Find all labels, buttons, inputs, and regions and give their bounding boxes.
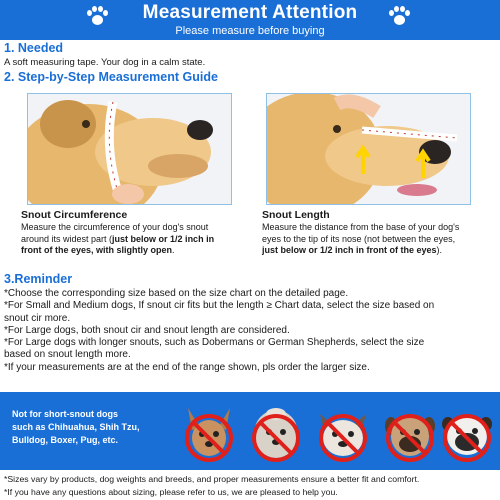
snout-circumference-text (21, 222, 246, 257)
chihuahua-prohibited-icon (178, 400, 240, 464)
paw-print-icon (388, 6, 410, 28)
reminder-line: *For Large dogs with longer snouts, such as Dobermans or German Shepherds, select the size (4, 337, 425, 349)
header-banner (0, 0, 500, 40)
needed-text: A soft measuring tape. Your dog in a calm state. (4, 57, 206, 68)
short-snout-warning (0, 392, 500, 470)
caption-emphasis: just below or 1/2 inch in front of the eyes (262, 245, 437, 255)
reminder-line: based on snout length more. (4, 349, 131, 361)
boxer-prohibited-icon (379, 400, 441, 464)
footer-note-sizes: *Sizes vary by products, dog weights and breeds, and proper measurements ensure a better fit and comfort. (4, 474, 420, 484)
warning-line: Not for short-snout dogs (12, 409, 118, 419)
reminder-heading: 3.Reminder (4, 272, 73, 286)
guide-heading: 2. Step-by-Step Measurement Guide (4, 70, 218, 84)
bulldog-prohibited-icon (312, 400, 374, 464)
caption-emphasis: front of the eyes, with slightly open (21, 245, 173, 255)
warning-line: such as Chihuahua, Shih Tzu, (12, 422, 140, 432)
snout-length-text (262, 222, 487, 257)
warning-line: Bulldog, Boxer, Pug, etc. (12, 435, 119, 445)
snout-length-title: Snout Length (262, 209, 330, 221)
caption-line: ). (436, 245, 443, 255)
footer-note-contact: *If you have any questions about sizing, please refer to us, we are pleased to help you. (4, 487, 338, 497)
caption-line: Measure the distance from the base of your dog's (262, 222, 460, 232)
reminder-line: *Choose the corresponding size based on the size chart on the detailed page. (4, 288, 349, 299)
reminder-line: *For Small and Medium dogs, If snout cir fits but the length ≥ Chart data, select the size based on (4, 300, 435, 312)
reminder-line: *If your measurements are at the end of the range shown, pls order the larger size. (4, 361, 370, 373)
caption-line: . (172, 245, 175, 255)
caption-line: eyes to the tip of its nose (not between the eyes, (262, 233, 456, 244)
snout-circumference-photo (27, 93, 232, 205)
caption-line: Measure the circumference of your dog's snout (21, 222, 209, 232)
reminder-list (4, 288, 496, 374)
page-subtitle: Please measure before buying (175, 25, 325, 37)
reminder-line: *For Large dogs, both snout cir and snout length are considered. (4, 324, 290, 336)
reminder-line: snout cir more. (4, 312, 71, 324)
shih-tzu-prohibited-icon (245, 400, 307, 464)
caption-emphasis: just below or 1/2 inch in (112, 233, 215, 244)
page-title: Measurement Attention (142, 2, 358, 23)
caption-line: around its widest part ( (21, 233, 113, 244)
pug-prohibited-icon (436, 400, 498, 464)
snout-circumference-title: Snout Circumference (21, 209, 128, 221)
short-snout-text (12, 408, 140, 447)
snout-length-photo (266, 93, 471, 205)
needed-heading: 1. Needed (4, 41, 64, 55)
